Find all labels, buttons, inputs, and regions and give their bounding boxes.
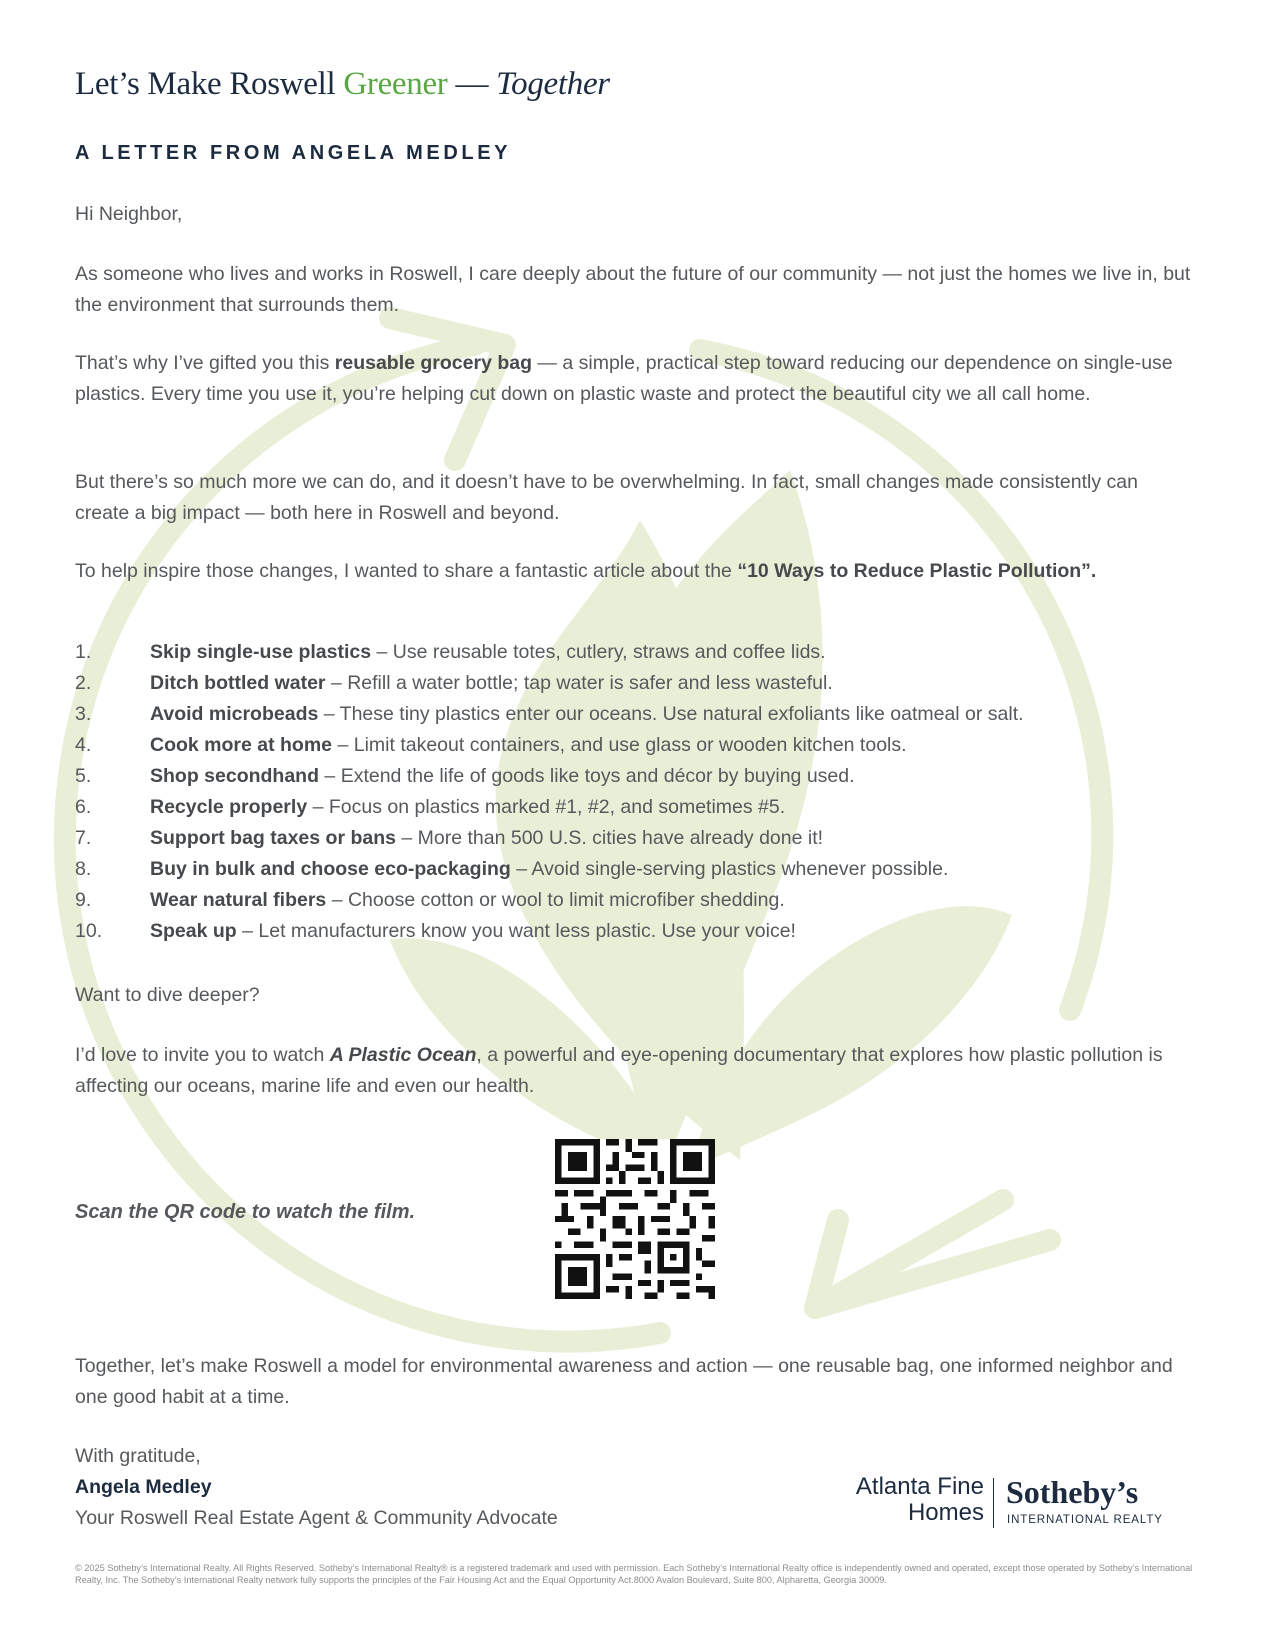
paragraph-intro: As someone who lives and works in Roswell, I care deeply about the future of our community — not just the homes we live in, but the environment that surrounds them.: [75, 263, 1191, 316]
list-item: 9. Wear natural fibers – Choose cotton or wool to limit microfiber shedding.: [75, 889, 785, 911]
paragraph-bag: That’s why I’ve gifted you this reusable grocery bag — a simple, practical step toward reducing our dependence on single-use plastics. Every time you use it, you’re helping cut down on plastic waste and protect the beautiful city we all call home.: [75, 352, 1173, 405]
article-title: “10 Ways to Reduce Plastic Pollution”.: [737, 560, 1097, 582]
signature-name: Angela Medley: [75, 1476, 212, 1498]
legal-footer: © 2025 Sotheby’s International Realty. All Rights Reserved. Sotheby’s International Realty® is a registered trademark and used with permission. Each Sotheby’s International Realty office is independently owned and operated, except those operated by Sotheby’s International Realty, Inc. The Sotheby’s International Realty network fully supports the principles of the Fair Housing Act and the Equal Opportunity Act.8000 Avalon Boulevard, Suite 800, Alpharetta, Georgia 30009.: [75, 1563, 1193, 1585]
film-title: A Plastic Ocean: [329, 1044, 477, 1066]
list-item: 8. Buy in bulk and choose eco-packaging – Avoid single-serving plastics whenever possible.: [75, 858, 949, 880]
list-item: 4. Cook more at home – Limit takeout containers, and use glass or wooden kitchen tools.: [75, 734, 907, 756]
letter-subtitle: A LETTER FROM ANGELA MEDLEY: [75, 142, 512, 164]
reusable-bag-emphasis: reusable grocery bag: [334, 352, 533, 374]
atlanta-fine-homes-logo: Atlanta Fine Homes: [855, 1473, 984, 1526]
dive-deeper: Want to dive deeper?: [75, 984, 260, 1006]
list-item: 10. Speak up – Let manufacturers know you want less plastic. Use your voice!: [75, 920, 796, 942]
logo-divider: [993, 1478, 994, 1528]
page-title: Let’s Make Roswell Greener — Together: [75, 66, 610, 102]
closing: With gratitude,: [75, 1445, 201, 1467]
international-realty-label: INTERNATIONAL REALTY: [1007, 1514, 1163, 1526]
qr-caption: Scan the QR code to watch the film.: [75, 1201, 416, 1223]
list-item: 2. Ditch bottled water – Refill a water bottle; tap water is safer and less wasteful.: [75, 672, 833, 694]
brokerage-logo: [834, 1474, 1164, 1534]
list-item: 7. Support bag taxes or bans – More than 500 U.S. cities have already done it!: [75, 827, 824, 849]
title-together: Together: [496, 66, 610, 102]
title-greener: Greener: [343, 66, 448, 102]
paragraph-more: But there’s so much more we can do, and it doesn’t have to be overwhelming. In fact, small changes made consistently can create a big impact — both here in Roswell and beyond.: [75, 471, 1138, 524]
paragraph-article: To help inspire those changes, I wanted to share a fantastic article about the “10 Ways to Reduce Plastic Pollution”.: [75, 560, 1097, 582]
paragraph-closing: Together, let’s make Roswell a model for environmental awareness and action — one reusable bag, one informed neighbor and one good habit at a time.: [75, 1355, 1173, 1408]
sothebys-logo: Sotheby’s: [1006, 1474, 1139, 1510]
paragraph-film: I’d love to invite you to watch A Plastic Ocean, a powerful and eye-opening documentary that explores how plastic pollution is affecting our oceans, marine life and even our health.: [75, 1044, 1163, 1097]
list-item: 6. Recycle properly – Focus on plastics marked #1, #2, and sometimes #5.: [75, 796, 786, 818]
greeting: Hi Neighbor,: [75, 203, 183, 225]
list-item: 1. Skip single-use plastics – Use reusable totes, cutlery, straws and coffee lids.: [75, 641, 826, 663]
qr-code-icon[interactable]: [555, 1139, 715, 1299]
signature-title: Your Roswell Real Estate Agent & Community Advocate: [75, 1507, 558, 1529]
list-item: 5. Shop secondhand – Extend the life of goods like toys and décor by buying used.: [75, 765, 855, 787]
tips-list: [75, 637, 1195, 947]
list-item: 3. Avoid microbeads – These tiny plastics enter our oceans. Use natural exfoliants like oatmeal or salt.: [75, 703, 1024, 725]
